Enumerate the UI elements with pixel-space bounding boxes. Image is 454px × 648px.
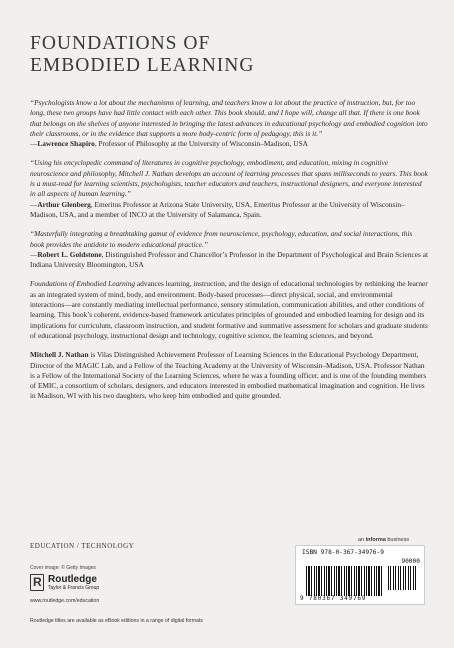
- barcode-digits: 9 780367 349769: [300, 595, 367, 602]
- title-line-1: FOUNDATIONS OF: [30, 33, 211, 54]
- description-book-title: Foundations of Embodied Learning: [30, 279, 136, 289]
- publisher-tag-suffix: business: [385, 537, 410, 543]
- cover-image-credit: Cover image: © Getty Images: [30, 565, 96, 571]
- endorser-affiliation: , Distinguished Professor and Chancellor’s Professor in the Department of Psychological and Brain Sciences at Indiana University Bloomington, USA: [30, 249, 428, 270]
- quote-text: “Masterfully integrating a breathtaking gamut of evidence from neuroscience, psychology, education, and social interactions, this book provides the antidote to modern educational practice.”: [30, 229, 413, 249]
- ebook-note: Routledge titles are available as eBook editions in a range of digital formats: [30, 618, 204, 624]
- publisher-group: Taylor & Francis Group: [48, 584, 100, 591]
- publisher-website: www.routledge.com/education: [30, 598, 100, 604]
- book-title: [30, 33, 254, 77]
- endorser-name: Robert L. Goldstone: [37, 249, 102, 259]
- publisher-tag-prefix: an: [358, 537, 366, 543]
- book-description: [30, 279, 428, 341]
- isbn-barcode: [295, 545, 425, 605]
- endorser-affiliation: , Emeritus Professor at Arizona State University, USA, Emeritus Professor at the University of Wisconsin–Madison, USA, and a member of INCO at the University of Salamanca, Spain.: [30, 199, 405, 219]
- logo-mark-letter: R: [33, 575, 42, 589]
- author-name: Mitchell J. Nathan: [30, 350, 89, 360]
- informa-business-tag: [358, 537, 409, 543]
- endorsement-quote: [30, 229, 428, 270]
- endorser-affiliation: , Professor of Philosophy at the University of Wisconsin–Madison, USA: [94, 139, 308, 149]
- endorsement-quote: [30, 98, 428, 149]
- publisher-tag-brand: informa: [365, 537, 386, 543]
- subject-category: EDUCATION / TECHNOLOGY: [30, 542, 135, 550]
- author-bio: [30, 350, 428, 401]
- description-text: advances learning, instruction, and the design of educational technologies by rethinking the learner as an integrated system of mind, body, and environment. Body-based processes—direct physical, social, and environmental interactions—are constantly mediating intellectual performance, sensory stimulation, communication abilities, and other conditions of learning. This book’s coherent, evidence-based framework articulates principles of grounded and embodied learning for design and its implications for curriculum, classroom instruction, and student formative and summative assessment for scholars and graduate students of educational psychology, instructional design and technology, cognitive science, the learning sciences, and beyond.: [30, 279, 428, 340]
- quote-attribution: —Lawrence Shapiro, Professor of Philosophy at the University of Wisconsin–Madison, USA: [30, 139, 308, 149]
- barcode-bars: [306, 566, 382, 596]
- endorser-name: Lawrence Shapiro: [37, 139, 95, 149]
- endorser-name: Arthur Glenberg: [37, 199, 91, 209]
- isbn-label: ISBN 978-0-367-34976-9: [302, 549, 384, 556]
- endorsement-quote: [30, 158, 428, 220]
- price-barcode-bars: [388, 566, 418, 590]
- price-code: 90000: [401, 558, 420, 565]
- quote-attribution: —Arthur Glenberg, Emeritus Professor at Arizona State University, USA, Emeritus Professor at the University of Wisconsin–Madison, USA, and a member of INCO at the University of Salamanca, Spain.: [30, 199, 405, 219]
- quote-attribution: —Robert L. Goldstone, Distinguished Professor and Chancellor’s Professor in the Department of Psychological and Brain Sciences at Indiana University Bloomington, USA: [30, 249, 428, 270]
- publisher-name: Routledge: [48, 573, 97, 585]
- back-cover-text: [30, 98, 428, 402]
- title-line-2: EMBODIED LEARNING: [30, 55, 255, 76]
- routledge-logo-icon: [30, 574, 44, 591]
- quote-text: “Psychologists know a lot about the mechanisms of learning, and teachers know a lot about the practice of instruction, but, for too long, these two groups have had little contact with each other. This book should, and I hope will, change all that. If there is one book that belongs on the shelves of anyone interested in bringing the latest advances in educational psychology and embodied cognition into their classrooms, or in the evidence that supports a more body-centric form of pedagogy, this is it.”: [30, 98, 428, 138]
- quote-text: “Using his encyclopedic command of literatures in cognitive psychology, embodiment, and education, mixing in cognitive neuroscience and philosophy, Mitchell J. Nathan develops an account of learning processes that spans milliseconds to years. This book is a must-read for learning scientists, psychologists, teacher educators and teachers, instructional designers, and everyone interested in all aspects of human learning.”: [30, 158, 428, 199]
- logo-text: [48, 575, 99, 591]
- author-bio-text: is Vilas Distinguished Achievement Professor of Learning Sciences in the Educational Psychology Department, Director of the MAGIC Lab, and a Fellow of the Teaching Academy at the University of Wisconsin–Madison, USA. Professor Nathan is a Fellow of the International Society of the Learning Sciences, where he was a founding officer, and is one of the founding members of EMIC, a consortium of scholars, designers, and educators interested in embodied mathematical imagination and cognition. He lives in Madison, WI with his two daughters, who keep him embodied and quite grounded.: [30, 350, 427, 401]
- publisher-logo: [30, 574, 99, 591]
